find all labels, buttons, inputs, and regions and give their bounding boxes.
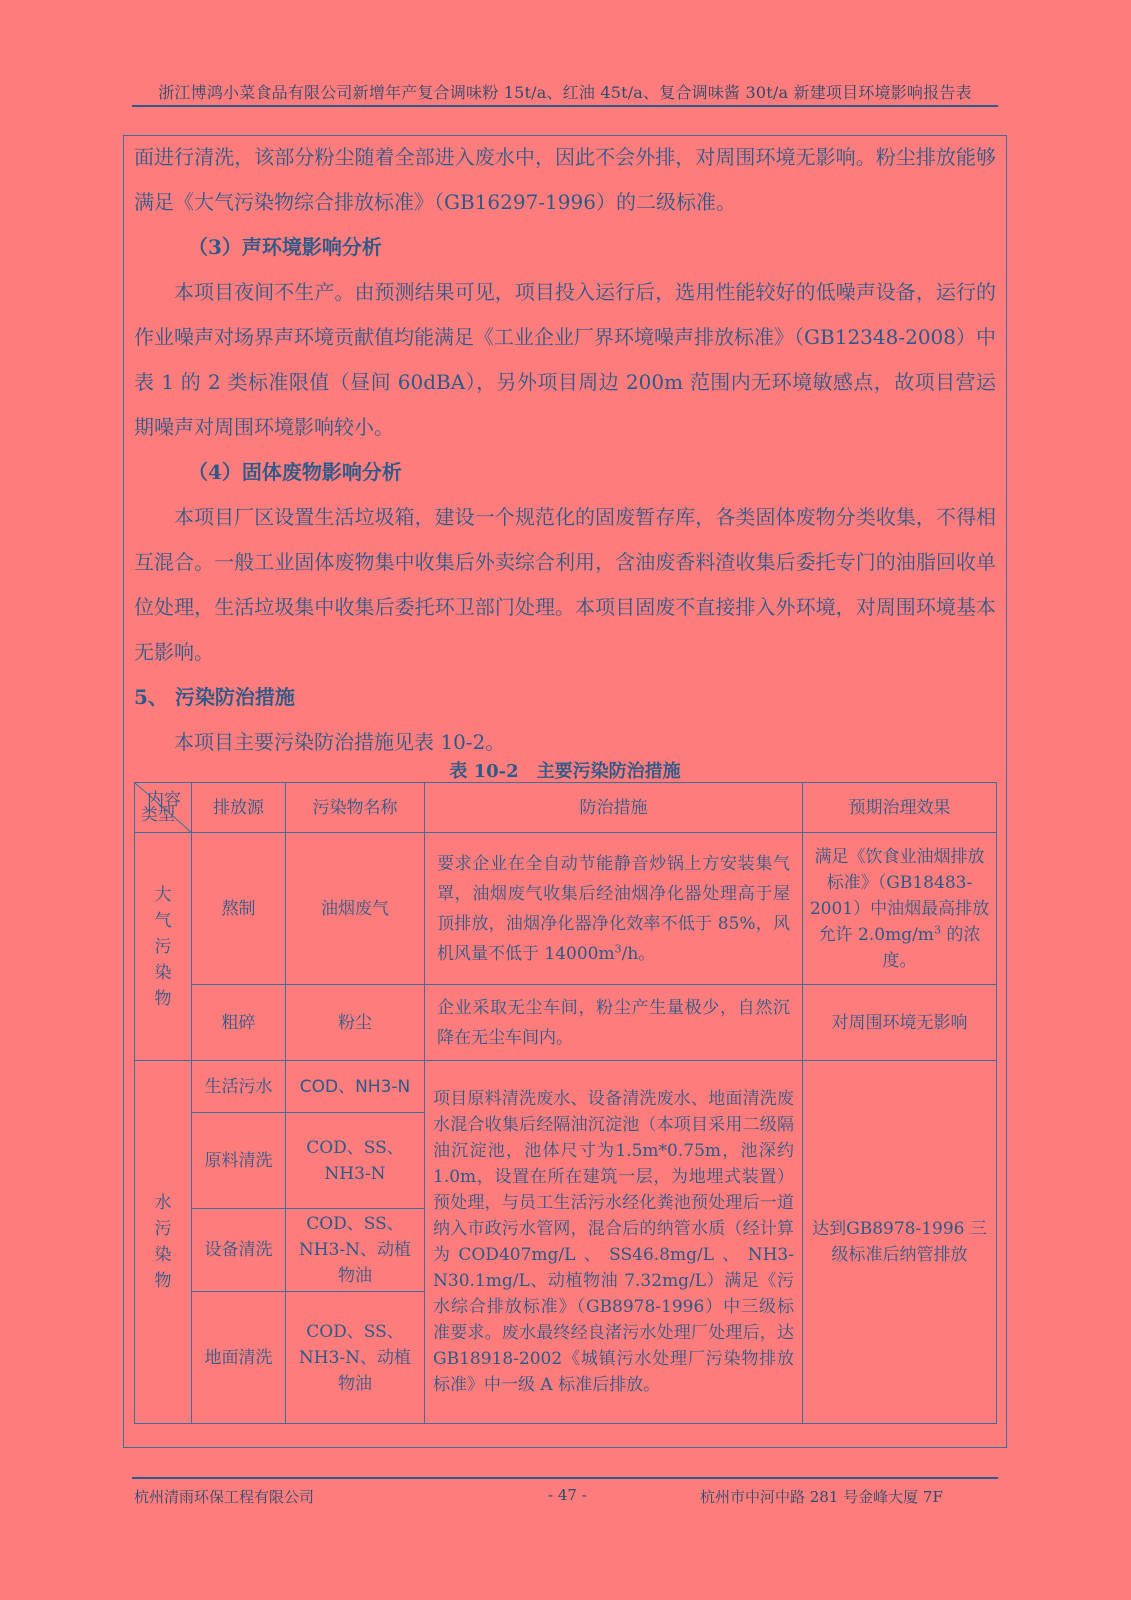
paragraph-table-intro: 本项目主要污染防治措施见表 10-2。 [174, 730, 506, 754]
footer-company: 杭州清雨环保工程有限公司 [134, 1488, 315, 1506]
air-measures-1-text: 要求企业在全自动节能静音炒锅上方安装集气罩，油烟废气收集后经油烟净化器处理高于屋顶排放，油烟净化器净化效率不低于 85%，风机风量不低于 14000m [437, 853, 790, 964]
water-pollutant-3: COD、SS、NH3-N、动植物油 [286, 1209, 425, 1292]
header-source: 排放源 [192, 783, 286, 833]
air-pollutant-1: 油烟废气 [286, 833, 425, 985]
type-water [135, 1061, 192, 1424]
table-row [135, 1061, 997, 1113]
air-measures-2: 企业采取无尘车间，粉尘产生量极少，自然沉降在无尘车间内。 [425, 985, 803, 1061]
header-type-label: 类型 [141, 805, 175, 825]
pollution-measures-table [134, 782, 997, 1424]
type-air [135, 833, 192, 1061]
water-measures: 项目原料清洗废水、设备清洗废水、地面清洗废水混合收集后经隔油沉淀池（本项目采用二级隔油沉淀池，池体尺寸为1.5m*0.75m，池深约 1.0m，设置在所在建筑一层，为地埋式装置）预处理，与员工生活污水经化粪池预处理后一道纳入市政污水管网，混合后的纳管水质（经计算为COD407mg/L、SS46.8mg/L、NH3-N30.1mg/L、动植物油 7.32mg/L）满足《污水综合排放标准》（GB8978-1996）中三级标准要求。废水最终经良渚污水处理厂处理后，达 GB18918-2002《城镇污水处理厂污染物排放标准》中一级 A 标准后排放。 [425, 1061, 803, 1424]
air-effect-1 [803, 833, 997, 985]
water-effect: 达到GB8978-1996 三级标准后纳管排放 [803, 1061, 997, 1424]
footer-address: 杭州市中河中路 281 号金峰大厦 7F [700, 1488, 943, 1506]
water-pollutant-4: COD、SS、NH3-N、动植物油 [286, 1292, 425, 1424]
water-source-4: 地面清洗 [192, 1292, 286, 1424]
header-rule [132, 105, 998, 107]
water-source-3: 设备清洗 [192, 1209, 286, 1292]
heading-section-5: 5、 污染防治措施 [134, 685, 295, 709]
air-effect-1-end: 的浓度。 [882, 924, 981, 971]
air-measures-1-sup: 3 [614, 941, 622, 955]
type-air-label: 大气污染物 [154, 884, 172, 1009]
air-measures-1 [425, 833, 803, 985]
header-effect: 预期治理效果 [803, 783, 997, 833]
table-caption: 表 10-2 主要污染防治措施 [449, 761, 681, 782]
heading-solid-waste: （4）固体废物影响分析 [188, 460, 402, 484]
body-content [134, 135, 996, 765]
air-source-2: 粗碎 [192, 985, 286, 1061]
heading-noise: （3）声环境影响分析 [188, 235, 382, 259]
paragraph-noise: 本项目夜间不生产。由预测结果可见，项目投入运行后，选用性能较好的低噪声设备，运行的作业噪声对场界声环境贡献值均能满足《工业企业厂界环境噪声排放标准》（GB12348-2008）中表 1 的 2 类标准限值（昼间 60dBA），另外项目周边 200m 范围内无环境敏感点，故项目营运期噪声对周围环境影响较小。 [134, 280, 996, 439]
footer-rule [132, 1477, 998, 1479]
table-row [135, 833, 997, 985]
diagonal-header-cell [135, 783, 192, 833]
air-measures-1-end: /h。 [621, 943, 656, 964]
water-pollutant-2: COD、SS、NH3-N [286, 1113, 425, 1209]
type-water-label: 水污染物 [154, 1193, 172, 1291]
air-source-1: 熬制 [192, 833, 286, 985]
table-header-row [135, 783, 997, 833]
air-effect-1-text: 满足《饮食业油烟排放标准》（GB18483-2001）中油烟最高排放允许 2.0mg/m [809, 846, 990, 945]
table-row [135, 985, 997, 1061]
air-pollutant-2: 粉尘 [286, 985, 425, 1061]
air-effect-2: 对周围环境无影响 [803, 985, 997, 1061]
air-effect-1-sup: 3 [933, 922, 941, 936]
footer-page-number: - 47 - [548, 1486, 587, 1504]
paragraph-solid-waste: 本项目厂区设置生活垃圾箱，建设一个规范化的固废暂存库，各类固体废物分类收集，不得相互混合。一般工业固体废物集中收集后外卖综合利用，含油废香料渣收集后委托专门的油脂回收单位处理，生活垃圾集中收集后委托环卫部门处理。本项目固废不直接排入外环境，对周围环境基本无影响。 [134, 505, 996, 664]
header-pollutant: 污染物名称 [286, 783, 425, 833]
water-pollutant-1: COD、NH3-N [286, 1061, 425, 1113]
page-header: 浙江博鸿小菜食品有限公司新增年产复合调味粉 15t/a、红油 45t/a、复合调味酱 30t/a 新建项目环境影响报告表 [158, 83, 972, 102]
header-content-label: 内容 [147, 790, 181, 810]
paragraph-dust: 面进行清洗，该部分粉尘随着全部进入废水中，因此不会外排，对周围环境无影响。粉尘排放能够满足《大气污染物综合排放标准》（GB16297-1996）的二级标准。 [134, 145, 996, 214]
water-source-2: 原料清洗 [192, 1113, 286, 1209]
header-measures: 防治措施 [425, 783, 803, 833]
water-source-1: 生活污水 [192, 1061, 286, 1113]
